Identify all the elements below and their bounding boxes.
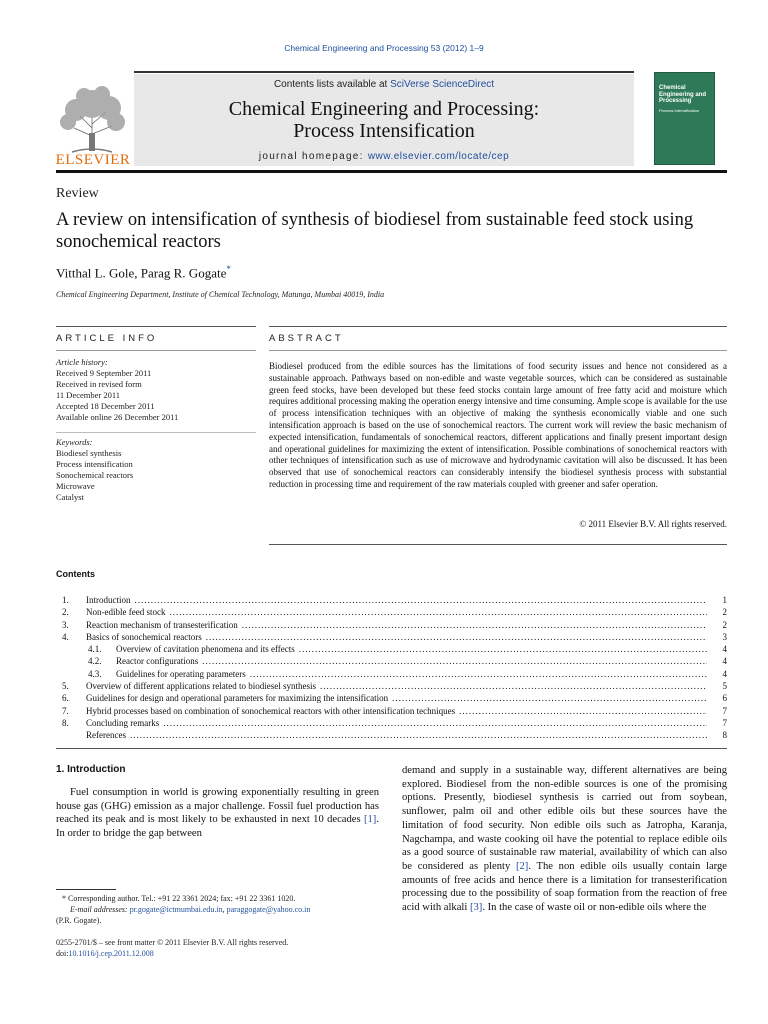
article-info-rule [56, 326, 256, 327]
history-item: Available online 26 December 2011 [56, 412, 179, 422]
toc-subentry[interactable]: 4.1. Overview of cavitation phenomena and its effects ..... 4 [56, 643, 727, 655]
abstract-copyright: © 2011 Elsevier B.V. All rights reserved. [579, 519, 727, 529]
toc-entry[interactable]: References ..... 8 [56, 729, 727, 741]
history-item: Accepted 18 December 2011 [56, 401, 155, 411]
keyword: Process intensification [56, 459, 133, 469]
toc-entry[interactable]: 8. Concluding remarks ..... 7 [56, 717, 727, 729]
corresponding-author-mark[interactable]: * [226, 264, 231, 274]
section-heading-introduction: 1. Introduction [56, 764, 126, 775]
toc-entry[interactable]: 4. Basics of sonochemical reactors ..... 3 [56, 631, 727, 643]
toc-entry[interactable]: 5. Overview of different applications related to biodiesel synthesis ..... 5 [56, 680, 727, 692]
article-type: Review [56, 186, 99, 201]
contents-prefix: Contents lists available at [273, 79, 391, 90]
journal-title [134, 98, 634, 142]
footnote-rule [56, 889, 116, 890]
journal-reference: Chemical Engineering and Processing 53 (2012) 1–9 [284, 43, 484, 53]
doi-link[interactable]: 10.1016/j.cep.2011.12.008 [68, 949, 154, 958]
contents-bottom-rule [56, 748, 727, 749]
abstract-bottom-rule [269, 544, 727, 545]
paper-title: A review on intensification of synthesis of biodiesel from sustainable feed stock using sonochemical reactors [56, 210, 694, 252]
body-column-right: demand and supply in a sustainable way, different alternatives are being explored. Biodiesel from the non-edible sources is one of the promising options. Presently, biodiesel synthesis is carried out from soybean, sunflower, palm oil and other edible oils but these sources have the limitation of food security. Non edible oils such as Jatropha, Karanja, Nagchampa, and waste cooking oil have the potential to replace edible oils as a good source of sustainable raw material, availability of which can also be considered as plenty [2]. The non edible oils usually contain large amounts of free acids and hence there is a limitation for transesterification processing due to the possibility of soap formation from the reaction of free acid with alkali [3]. In the case of waste oil or non-edible oils where the [402, 765, 727, 914]
toc-entry[interactable]: 1. Introduction ..... 1 [56, 594, 727, 606]
email-link[interactable]: pr.gogate@ictmumbai.edu.in [129, 905, 223, 914]
article-info-subrule [56, 350, 256, 351]
abstract-subrule [269, 350, 727, 351]
keywords-label: Keywords: [56, 437, 93, 447]
footnote-emails: E-mail addresses: pr.gogate@ictmumbai.edu.in, paraggogate@yahoo.co.in [70, 905, 311, 914]
keyword: Catalyst [56, 492, 84, 502]
sciencedirect-link[interactable]: SciVerse ScienceDirect [390, 79, 495, 90]
author-list [56, 264, 231, 281]
abstract-text: Biodiesel produced from the edible sources has the limitations of food security issues and hence not considered as a sustainable approach. Pathways based on non-edible and waste vegetable sources, which can be considered as sustainable green feed stocks, have been developed but these feed stocks contain large amount of free fatty acid and moisture which requires additional processing making the operation energy intensive and time consuming. Ample scope is available for the use of process intensification techniques with an objective of making the synthesis economically viable and one such intensification approach is based on the use of sonochemical reactors. The current work will review the basic mechanism of expected intensification, fundamentals of sonochemical reactors, different applications and finally present important design and operational guidelines for maximizing the extent of intensification. Possible combinations of sonochemical reactors with other techniques of intensification such as use of microwave and hydrodynamic cavitation will also be discussed. It has been observed that use of sonochemical reactors can considerably intensify the biodiesel synthesis process with substantial reduction in processing time and requirement of the raw materials coupled with greener and safer operation. [269, 361, 727, 489]
keyword: Microwave [56, 481, 95, 491]
keyword: Biodiesel synthesis [56, 448, 122, 458]
journal-homepage [134, 151, 634, 162]
header-divider [56, 170, 727, 173]
toc-entry[interactable]: 6. Guidelines for design and operational parameters for maximizing the intensification ..... 6 [56, 692, 727, 704]
abstract-rule [269, 326, 727, 327]
contents-available-line [134, 79, 634, 90]
masthead-top-rule [134, 71, 634, 73]
journal-title-line2: Process Intensification [293, 120, 475, 142]
toc-subentry[interactable]: 4.2. Reactor configurations ..... 4 [56, 655, 727, 667]
history-item: 11 December 2011 [56, 390, 121, 400]
doi-line: doi:10.1016/j.cep.2011.12.008 [56, 949, 154, 958]
issn-block [56, 937, 379, 959]
email-link[interactable]: paraggogate@yahoo.co.in [226, 905, 311, 914]
footnote-name: (P.R. Gogate). [56, 916, 102, 925]
homepage-link[interactable]: www.elsevier.com/locate/cep [367, 151, 510, 162]
article-history [56, 357, 256, 423]
authors-text: Vitthal L. Gole, Parag R. Gogate [56, 265, 227, 281]
citation-link[interactable]: [1] [363, 814, 377, 826]
keyword: Sonochemical reactors [56, 470, 134, 480]
toc-entry[interactable]: 2. Non-edible feed stock ..... 2 [56, 606, 727, 618]
history-label: Article history: [56, 357, 108, 367]
history-item: Received in revised form [56, 379, 142, 389]
toc-entry[interactable]: 7. Hybrid processes based on combination of sonochemical reactors with other intensification techniques ..... 7 [56, 705, 727, 717]
homepage-prefix: journal homepage: [258, 151, 368, 162]
cover-title: Chemical Engineering and Processing Process Intensification [659, 85, 707, 113]
footnote-corresponding: * Corresponding author. Tel.: +91 22 3361 2024; fax: +91 22 3361 1020. [62, 894, 296, 903]
issn-line: 0255-2701/$ – see front matter © 2011 Elsevier B.V. All rights reserved. [56, 938, 289, 947]
toc-entry[interactable]: 3. Reaction mechanism of transesterification ..... 2 [56, 619, 727, 631]
keywords-divider [56, 432, 256, 433]
article-info-heading: ARTICLE INFO [56, 333, 158, 344]
journal-cover-thumbnail[interactable] [654, 72, 715, 165]
body-column-left: Fuel consumption in world is growing exponentially resulting in green house gas (GHG) emission as a major challenge. Fossil fuel production has reached its peak and is most likely to be exhausted in next 10 decades [1]. In order to bridge the gap between [56, 787, 379, 840]
abstract-heading: ABSTRACT [269, 333, 344, 344]
affiliation: Chemical Engineering Department, Institute of Chemical Technology, Matunga, Mumbai 40019, India [56, 290, 385, 299]
history-item: Received 9 September 2011 [56, 368, 152, 378]
footnote [56, 893, 379, 926]
contents-heading: Contents [56, 569, 95, 579]
citation-link[interactable]: [3] [469, 902, 483, 914]
toc-subentry[interactable]: 4.3. Guidelines for operating parameters ..... 4 [56, 668, 727, 680]
citation-link[interactable]: [2] [515, 860, 529, 872]
table-of-contents [56, 594, 727, 742]
journal-title-line1: Chemical Engineering and Processing: [228, 98, 540, 120]
keywords [56, 437, 256, 503]
elsevier-wordmark: ELSEVIER [55, 152, 131, 168]
